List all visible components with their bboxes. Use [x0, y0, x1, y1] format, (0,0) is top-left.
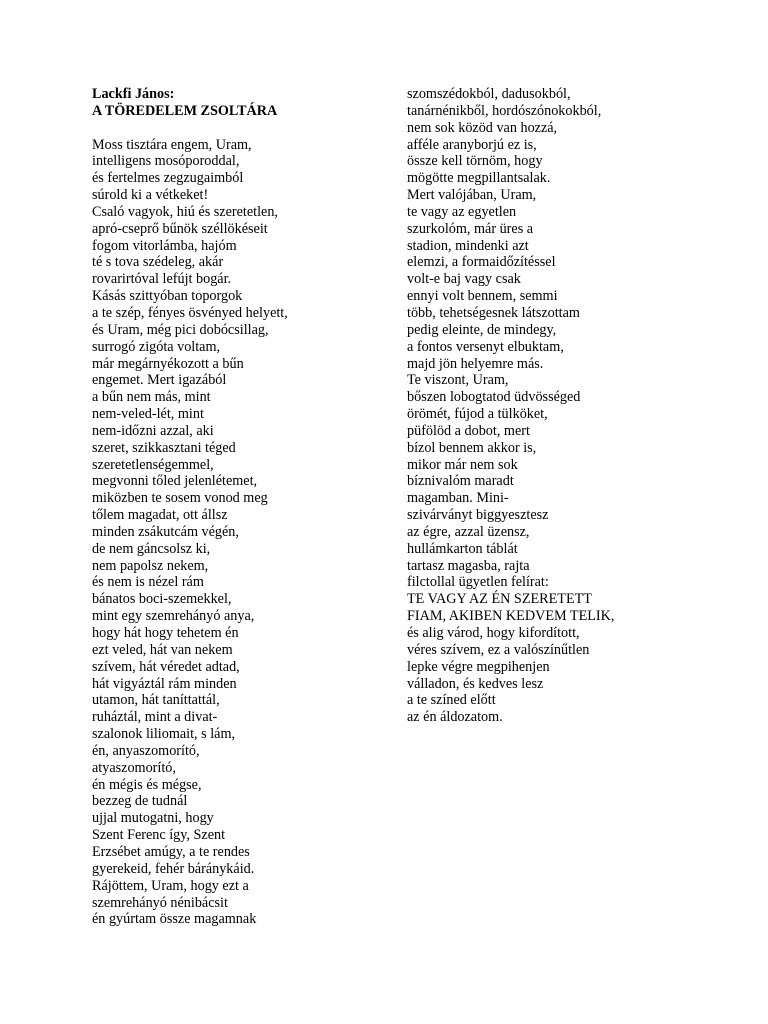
poem-line: atyaszomorító,	[92, 759, 176, 776]
poem-line: Moss tisztára engem, Uram,	[92, 136, 252, 153]
poem-line: ujjal mutogatni, hogy	[92, 810, 214, 827]
poem-line: afféle aranyborjú ez is,	[407, 136, 537, 153]
poem-line: én, anyaszomorító,	[92, 742, 200, 759]
poem-line: a te szép, fényes ösvényed helyett,	[92, 304, 288, 321]
poem-line: Rájöttem, Uram, hogy ezt a	[92, 877, 249, 894]
poem-line: filctollal ügyetlen felírat:	[407, 574, 549, 591]
poem-line: Te viszont, Uram,	[407, 372, 509, 389]
poem-line: magamban. Mini-	[407, 490, 509, 507]
poem-line: TE VAGY AZ ÉN SZERETETT	[407, 591, 592, 608]
poem-line: nem sok közöd van hozzá,	[407, 119, 558, 136]
poem-line: és Uram, még pici dobócsillag,	[92, 321, 269, 338]
poem-line: véres szívem, ez a valószínűtlen	[407, 641, 590, 658]
poem-line: már megárnyékozott a bűn	[92, 355, 244, 372]
poem-line: püfölöd a dobot, mert	[407, 422, 530, 439]
poem-line: szalonok liliomait, s lám,	[92, 726, 236, 743]
poem-line: ruháztál, mint a divat-	[92, 709, 218, 726]
poem-line: mint egy szemrehányó anya,	[92, 608, 255, 625]
poem-line: de nem gáncsolsz ki,	[92, 540, 211, 557]
poem-line: és nem is nézel rám	[92, 574, 204, 591]
poem-title: A TÖREDELEM ZSOLTÁRA	[92, 102, 278, 119]
poem-line: tőlem magadat, ott állsz	[92, 507, 228, 524]
poem-line: és alig várod, hogy kifordított,	[407, 625, 580, 641]
poem-line: Mert valójában, Uram,	[407, 187, 537, 204]
poem-line: bíznivalóm maradt	[407, 473, 514, 490]
poem-line: Kásás szittyóban toporgok	[92, 288, 243, 305]
poem-column-right	[407, 86, 737, 726]
poem-line: volt-e baj vagy csak	[407, 271, 521, 288]
poem-line: nem papolsz nekem,	[92, 557, 209, 574]
poem-line: apró-cseprő bűnök széllökéseit	[92, 220, 268, 237]
poem-line: össze kell törnöm, hogy	[407, 153, 543, 170]
poem-line: mögötte megpillantsalak.	[407, 170, 551, 187]
poem-line: nem-időzni azzal, aki	[92, 422, 214, 439]
poem-line: szeret, szikkasztani téged	[92, 439, 236, 456]
poem-line: elemzi, a formaidőzítéssel	[407, 254, 556, 271]
poem-line: ezt veled, hát van nekem	[92, 641, 233, 658]
poem-line: bánatos boci-szemekkel,	[92, 591, 232, 608]
poem-line: súrold ki a vétkeket!	[92, 187, 209, 204]
poem-line: Csaló vagyok, hiú és szeretetlen,	[92, 203, 278, 220]
poem-line: örömét, fújod a tülköket,	[407, 406, 548, 423]
poem-line: Szent Ferenc így, Szent	[92, 827, 226, 844]
poem-line: szivárványt biggyesztesz	[407, 507, 549, 524]
poem-lines-right	[407, 86, 737, 726]
poem-line: válladon, és kedves lesz	[407, 675, 544, 692]
poem-line: utamon, hát taníttattál,	[92, 692, 220, 709]
poem-line: bízol bennem akkor is,	[407, 439, 537, 456]
poem-line: rovarirtóval lefújt bogár.	[92, 271, 232, 288]
poem-line: te vagy az egyetlen	[407, 203, 517, 220]
poem-line: mikor már nem sok	[407, 456, 518, 473]
poem-line: stadion, mindenki azt	[407, 237, 529, 254]
poem-line: intelligens mosóporoddal,	[92, 153, 240, 170]
poem-line: bezzeg de tudnál	[92, 793, 188, 810]
poem-line: fogom vitorlámba, hajóm	[92, 237, 237, 254]
stanza-spacer	[92, 120, 392, 137]
poem-line: Erzsébet amúgy, a te rendes	[92, 843, 250, 860]
poem-line: én mégis és mégse,	[92, 776, 202, 793]
poem-line: ennyi volt bennem, semmi	[407, 288, 558, 305]
poem-line: én gyúrtam össze magamnak	[92, 911, 257, 928]
poem-line: hullámkarton táblát	[407, 540, 518, 557]
poem-line: szemrehányó nénibácsit	[92, 894, 228, 911]
poem-line: szomszédokból, dadusokból,	[407, 86, 571, 102]
poem-line: minden zsákutcám végén,	[92, 523, 239, 540]
poem-line: szeretetlenségemmel,	[92, 456, 214, 473]
poem-line: FIAM, AKIBEN KEDVEM TELIK,	[407, 608, 615, 625]
poem-line: a bűn nem más, mint	[92, 389, 211, 406]
poem-line: lepke végre megpihenjen	[407, 658, 550, 675]
poem-line: miközben te sosem vonod meg	[92, 490, 268, 507]
poem-line: a fontos versenyt elbuktam,	[407, 338, 564, 355]
poem-line: hát vigyáztál rám minden	[92, 675, 237, 692]
poem-line: szurkolóm, már üres a	[407, 220, 534, 237]
poem-line: szívem, hát véredet adtad,	[92, 658, 240, 675]
poem-line: té s tova szédeleg, akár	[92, 254, 224, 271]
poem-line: tanárnénikből, hordószónokokból,	[407, 102, 602, 119]
poem-line: a te színed előtt	[407, 692, 496, 709]
poem-line: hogy hát hogy tehetem én	[92, 625, 239, 641]
poem-line: megvonni tőled jelenlétemet,	[92, 473, 258, 490]
poem-line: gyerekeid, fehér báránykáid.	[92, 860, 255, 877]
poem-line: az én áldozatom.	[407, 709, 503, 726]
poem-column-left	[92, 86, 392, 928]
poem-line: bőszen lobogtatod üdvösséged	[407, 389, 581, 406]
poem-line: engemet. Mert igazából	[92, 372, 227, 389]
poem-line: pedig eleinte, de mindegy,	[407, 321, 557, 338]
poem-line: és fertelmes zegzugaimból	[92, 170, 244, 187]
poem-line: az égre, azzal üzensz,	[407, 523, 530, 540]
poem-line: több, tehetségesnek látszottam	[407, 304, 580, 321]
poem-line: majd jön helyemre más.	[407, 355, 544, 372]
poem-line: surrogó zigóta voltam,	[92, 338, 221, 355]
poem-line: nem-veled-lét, mint	[92, 406, 204, 423]
poem-lines-left	[92, 137, 392, 929]
poem-line: tartasz magasba, rajta	[407, 557, 530, 574]
poem-author: Lackfi János:	[92, 86, 175, 102]
